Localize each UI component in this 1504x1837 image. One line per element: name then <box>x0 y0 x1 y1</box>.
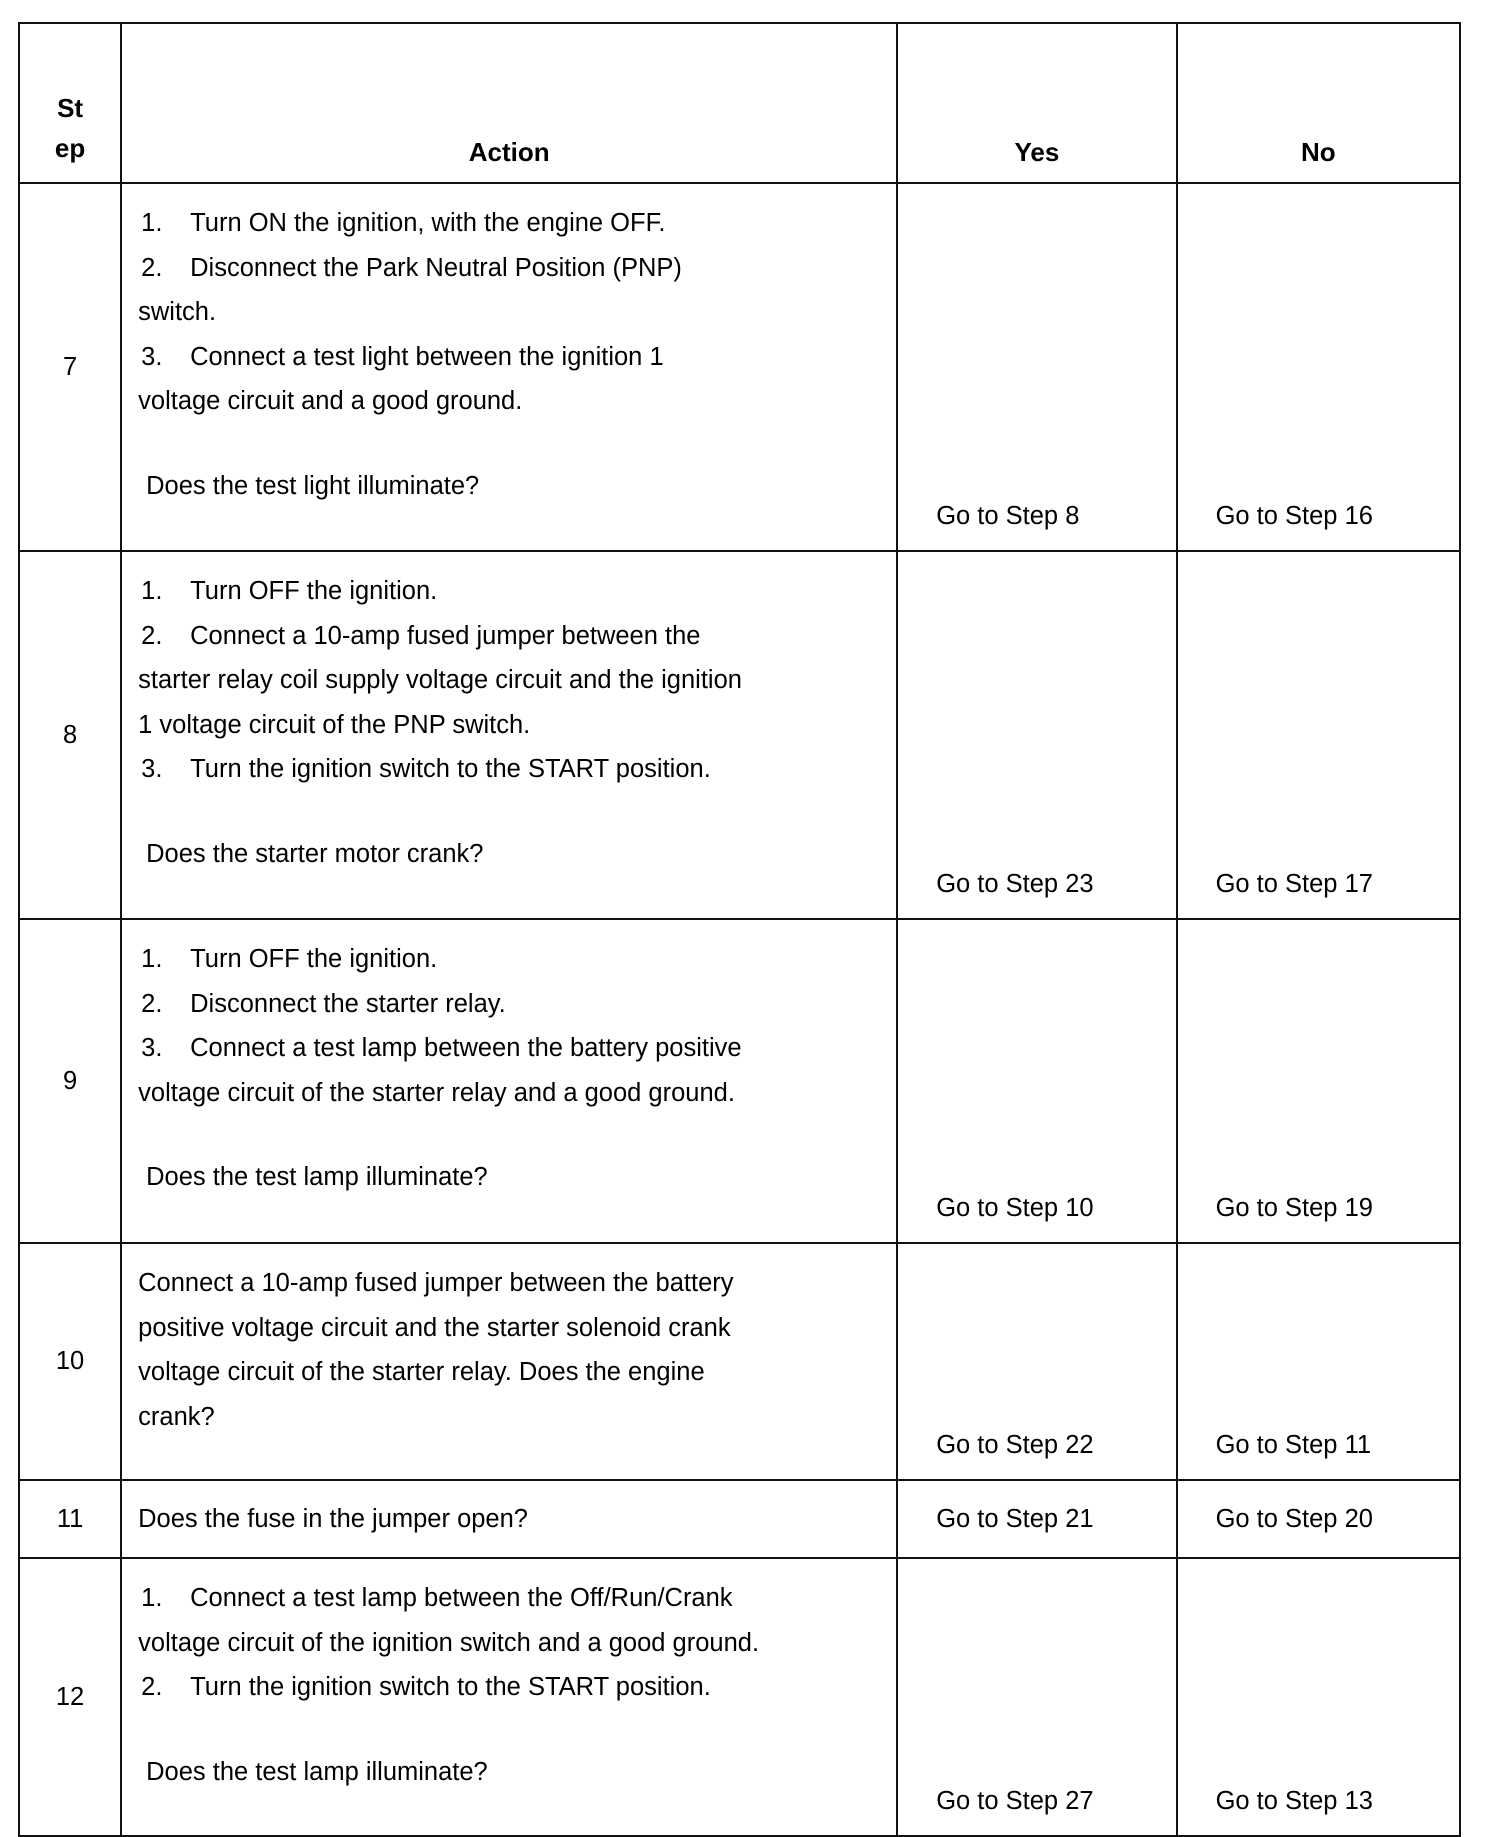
action-cell <box>121 1558 897 1836</box>
action-line: 3. Turn the ignition switch to the START position. <box>141 755 711 784</box>
table-row <box>19 1480 1460 1558</box>
diagnostic-table <box>18 22 1461 1837</box>
no-cell: Go to Step 16 <box>1177 183 1460 551</box>
action-line: 3. Connect a test lamp between the battery positive <box>141 1034 742 1063</box>
step-number: 9 <box>19 919 121 1243</box>
header-no: No <box>1177 23 1460 183</box>
action-cell: Does the fuse in the jumper open? <box>121 1480 897 1558</box>
action-line: starter relay coil supply voltage circuit and the ignition <box>138 666 742 695</box>
action-line: 1. Turn OFF the ignition. <box>141 577 438 605</box>
yes-cell: Go to Step 21 <box>897 1480 1176 1558</box>
table-row <box>19 551 1460 919</box>
table-row <box>19 1558 1460 1836</box>
step-number: 10 <box>19 1243 121 1480</box>
action-question: Does the test lamp illuminate? <box>146 1163 488 1192</box>
action-line: 2. Connect a 10-amp fused jumper between the <box>141 621 701 650</box>
action-question: Does the test lamp illuminate? <box>146 1757 488 1786</box>
table-row <box>19 183 1460 551</box>
step-number: 12 <box>19 1558 121 1836</box>
yes-cell: Go to Step 10 <box>897 919 1176 1243</box>
yes-cell: Go to Step 23 <box>897 551 1176 919</box>
action-line: 1. Turn OFF the ignition. <box>141 945 438 973</box>
action-cell <box>121 1243 897 1480</box>
header-action: Action <box>121 23 897 183</box>
action-line: switch. <box>138 298 217 327</box>
step-number: 7 <box>19 183 121 551</box>
action-line: 2. Disconnect the Park Neutral Position (PNP) <box>141 253 682 282</box>
action-line: 1 voltage circuit of the PNP switch. <box>138 710 531 739</box>
header-step-line2: ep <box>54 133 86 163</box>
action-line: voltage circuit of the ignition switch and a good ground. <box>138 1628 760 1657</box>
step-number: 11 <box>19 1480 121 1558</box>
action-question: Does the test light illuminate? <box>146 471 480 500</box>
action-line: 3. Connect a test light between the ignition 1 <box>141 342 664 371</box>
step-number: 8 <box>19 551 121 919</box>
yes-cell: Go to Step 27 <box>897 1558 1176 1836</box>
no-cell: Go to Step 20 <box>1177 1480 1460 1558</box>
yes-cell: Go to Step 22 <box>897 1243 1176 1480</box>
header-row <box>19 23 1460 183</box>
action-line: 1. Connect a test lamp between the Off/Run/Crank <box>141 1584 733 1612</box>
action-line: Connect a 10-amp fused jumper between the battery <box>138 1269 734 1297</box>
yes-cell: Go to Step 8 <box>897 183 1176 551</box>
action-cell <box>121 183 897 551</box>
action-line: voltage circuit and a good ground. <box>138 387 523 416</box>
table-row <box>19 1243 1460 1480</box>
action-line: 2. Disconnect the starter relay. <box>141 989 506 1018</box>
action-line: voltage circuit of the starter relay. Does the engine <box>138 1358 705 1387</box>
action-cell <box>121 919 897 1243</box>
action-line: 2. Turn the ignition switch to the START position. <box>141 1673 711 1702</box>
header-yes: Yes <box>897 23 1176 183</box>
action-question: Does the starter motor crank? <box>146 839 484 868</box>
action-cell <box>121 551 897 919</box>
action-line: crank? <box>138 1402 215 1431</box>
table-row <box>19 919 1460 1243</box>
action-line: voltage circuit of the starter relay and a good ground. <box>138 1078 735 1107</box>
header-step <box>19 23 121 183</box>
no-cell: Go to Step 17 <box>1177 551 1460 919</box>
action-line: positive voltage circuit and the starter solenoid crank <box>138 1313 731 1342</box>
header-step-line1: St <box>57 93 84 123</box>
no-cell: Go to Step 11 <box>1177 1243 1460 1480</box>
action-line: 1. Turn ON the ignition, with the engine OFF. <box>141 209 666 237</box>
no-cell: Go to Step 19 <box>1177 919 1460 1243</box>
no-cell: Go to Step 13 <box>1177 1558 1460 1836</box>
